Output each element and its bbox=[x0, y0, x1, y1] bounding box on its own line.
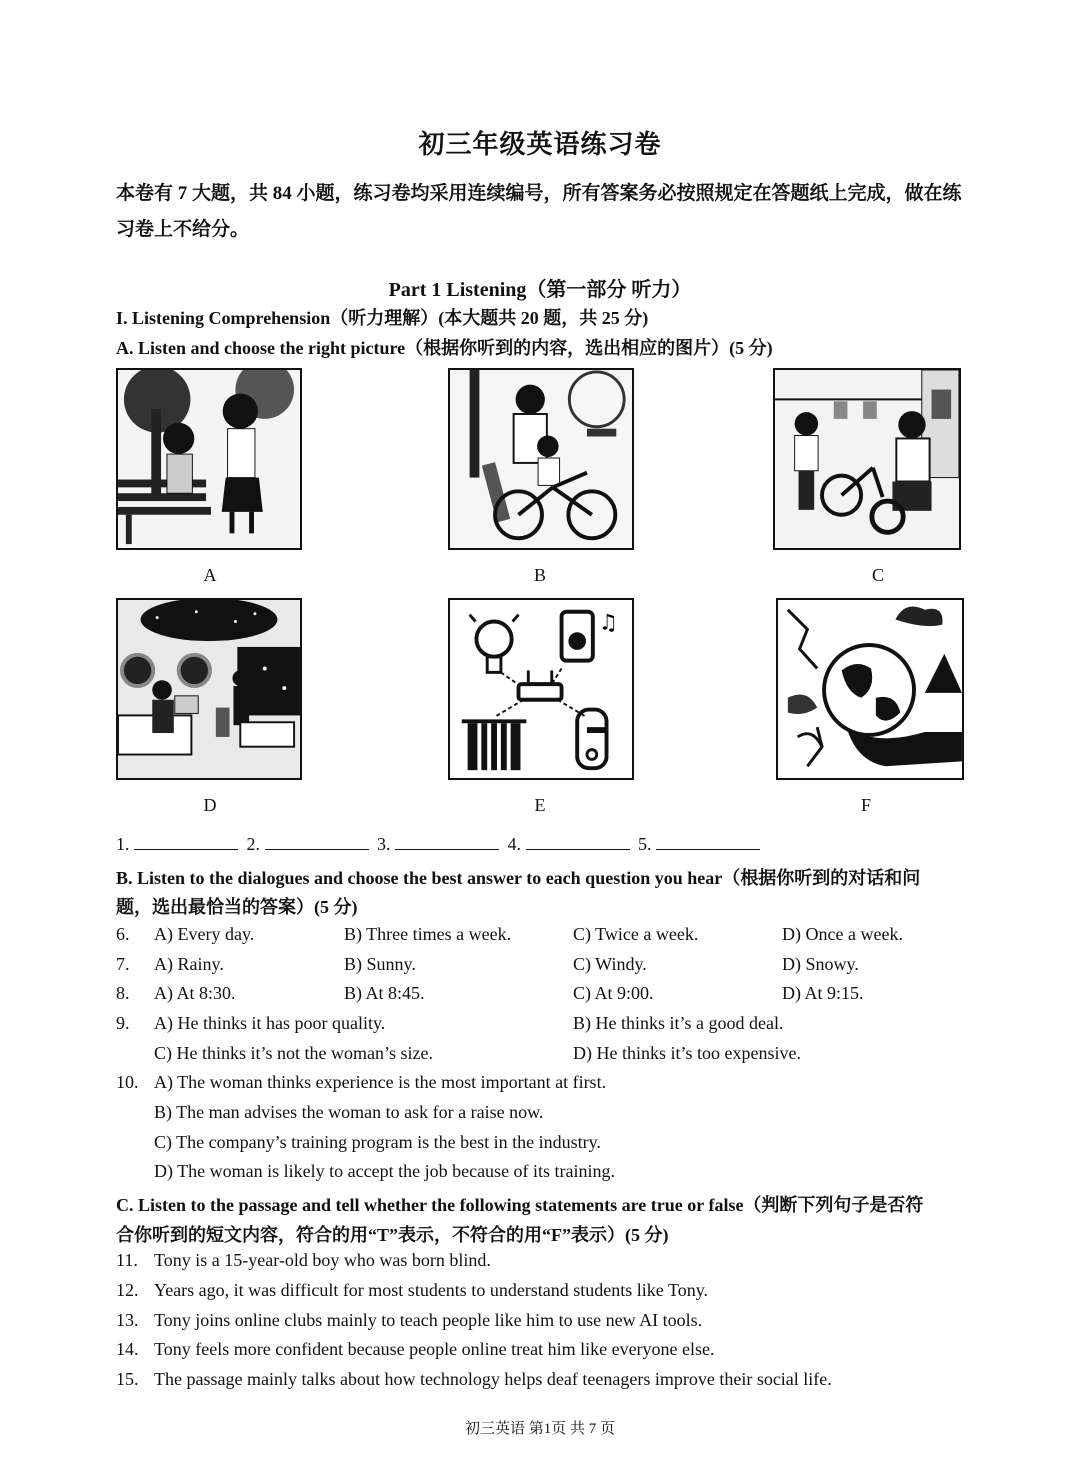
question-number: 7. bbox=[116, 954, 130, 974]
section-a-heading: A. Listen and choose the right picture（根据你听到的内容，选出相应的图片）(5 分) bbox=[116, 338, 773, 358]
section-b-heading-line-1: B. Listen to the dialogues and choose the best answer to each question you hear（根据你听到的对话和问 bbox=[116, 868, 921, 888]
part-heading: Part 1 Listening（第一部分 听力） bbox=[388, 279, 692, 301]
option-b: B) Three times a week. bbox=[344, 924, 512, 944]
section-c-heading-line-1: C. Listen to the passage and tell whether the following statements are true or false（判断下列句子是否符 bbox=[116, 1195, 924, 1215]
option-a: A) He thinks it has poor quality. bbox=[154, 1013, 386, 1033]
option-d: D) Snowy. bbox=[782, 954, 859, 974]
blank-number-4: 4. bbox=[507, 834, 521, 854]
blank-number-2: 2. bbox=[246, 834, 260, 854]
option-c: C) He thinks it’s not the woman’s size. bbox=[154, 1043, 433, 1063]
picture-label-d: D bbox=[203, 795, 217, 815]
option-d: D) Once a week. bbox=[782, 924, 903, 944]
section-b-heading-line-2: 题，选出最恰当的答案）(5 分) bbox=[116, 897, 358, 917]
page-footer: 初三英语 第1页 共 7 页 bbox=[464, 1421, 615, 1437]
option-c: C) Windy. bbox=[573, 954, 647, 974]
answer-blanks bbox=[116, 834, 764, 855]
picture-label-b: B bbox=[533, 565, 546, 585]
question-number: 6. bbox=[116, 924, 130, 944]
option-a: A) At 8:30. bbox=[154, 983, 236, 1003]
option-b: B) He thinks it’s a good deal. bbox=[573, 1013, 784, 1033]
space-hotel-room-picture bbox=[116, 598, 302, 780]
statement-number: 12. bbox=[116, 1280, 139, 1300]
answer-blank[interactable] bbox=[134, 835, 238, 850]
option-c: C) Twice a week. bbox=[573, 924, 699, 944]
question-number: 10. bbox=[116, 1072, 139, 1092]
statement-number: 15. bbox=[116, 1369, 139, 1389]
picture-label-a: A bbox=[203, 565, 217, 585]
answer-blank[interactable] bbox=[526, 835, 630, 850]
statement-text: The passage mainly talks about how technology helps deaf teenagers improve their social life. bbox=[154, 1369, 832, 1389]
statement-number: 13. bbox=[116, 1310, 139, 1330]
statement-text: Tony feels more confident because people online treat him like everyone else. bbox=[154, 1339, 715, 1359]
option-c: C) The company’s training program is the best in the industry. bbox=[154, 1132, 601, 1152]
smart-home-devices-picture bbox=[448, 598, 634, 780]
answer-blank[interactable] bbox=[656, 835, 760, 850]
statement-text: Tony is a 15-year-old boy who was born blind. bbox=[154, 1250, 491, 1270]
option-c: C) At 9:00. bbox=[573, 983, 654, 1003]
section-i-heading: I. Listening Comprehension（听力理解）(本大题共 20 题，共 25 分) bbox=[116, 308, 649, 328]
repairing-bicycle-picture bbox=[773, 368, 961, 550]
earth-in-hand-disasters-picture bbox=[776, 598, 964, 780]
picture-label-e: E bbox=[534, 795, 546, 815]
answer-blank[interactable] bbox=[265, 835, 369, 850]
option-d: D) The woman is likely to accept the job because of its training. bbox=[154, 1161, 616, 1181]
option-a: A) Every day. bbox=[154, 924, 255, 944]
option-a: A) Rainy. bbox=[154, 954, 224, 974]
option-d: D) He thinks it’s too expensive. bbox=[573, 1043, 801, 1063]
question-number: 8. bbox=[116, 983, 130, 1003]
blank-number-1: 1. bbox=[116, 834, 130, 854]
option-b: B) Sunny. bbox=[344, 954, 416, 974]
picture-label-f: F bbox=[860, 795, 871, 815]
girls-on-bench-picture bbox=[116, 368, 302, 550]
blank-number-5: 5. bbox=[638, 834, 652, 854]
page-title: 初三年级英语练习卷 bbox=[418, 130, 662, 159]
statement-text: Years ago, it was difficult for most students to understand students like Tony. bbox=[154, 1280, 709, 1300]
section-c-heading-line-2: 合你听到的短文内容，符合的用“T”表示，不符合的用“F”表示）(5 分) bbox=[116, 1225, 669, 1245]
statement-text: Tony joins online clubs mainly to teach people like him to use new AI tools. bbox=[154, 1310, 703, 1330]
picture-label-c: C bbox=[871, 565, 884, 585]
option-a: A) The woman thinks experience is the most important at first. bbox=[154, 1072, 607, 1092]
question-number: 9. bbox=[116, 1013, 130, 1033]
intro-line-2: 习卷上不给分。 bbox=[116, 219, 250, 240]
father-teaching-bike-picture bbox=[448, 368, 634, 550]
statement-number: 14. bbox=[116, 1339, 139, 1359]
svg-text:♫: ♫ bbox=[598, 610, 618, 636]
answer-blank[interactable] bbox=[395, 835, 499, 850]
statement-number: 11. bbox=[116, 1250, 138, 1270]
blank-number-3: 3. bbox=[377, 834, 391, 854]
option-d: D) At 9:15. bbox=[782, 983, 864, 1003]
option-b: B) The man advises the woman to ask for a raise now. bbox=[154, 1102, 544, 1122]
option-b: B) At 8:45. bbox=[344, 983, 425, 1003]
intro-line-1: 本卷有 7 大题，共 84 小题，练习卷均采用连续编号，所有答案务必按照规定在答题纸上完成，做在练 bbox=[116, 183, 962, 204]
